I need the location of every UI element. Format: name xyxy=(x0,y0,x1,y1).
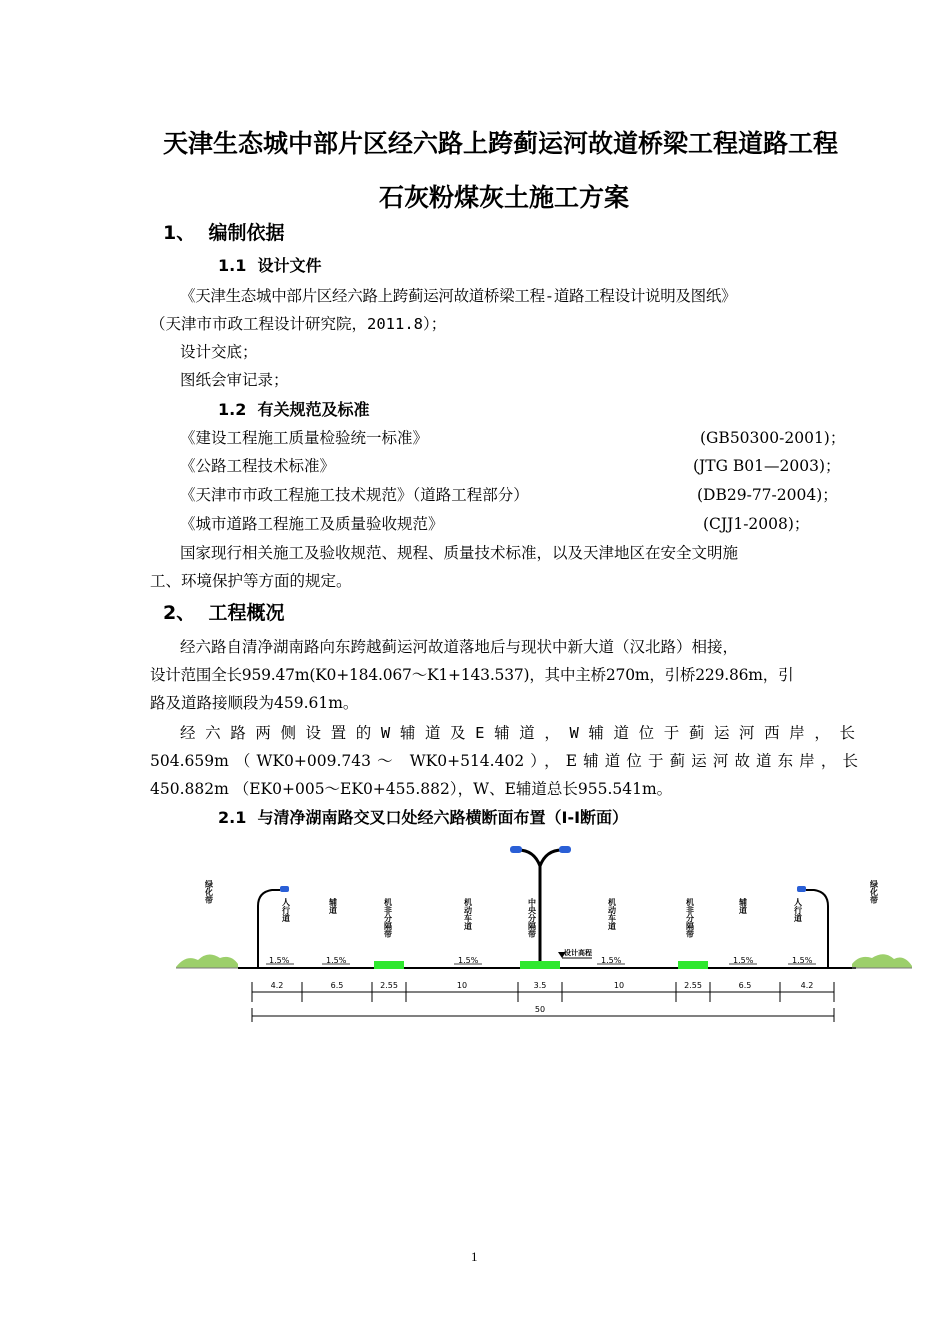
standard-name: 《天津市市政工程施工技术规范》（道路工程部分） xyxy=(180,486,529,504)
design-doc-line1: 《天津生态城中部片区经六路上跨蓟运河故道桥梁工程-道路工程设计说明及图纸》 xyxy=(180,287,737,305)
standard-code: (CJJ1-2008)； xyxy=(703,515,810,533)
zone-label: 辅道 xyxy=(328,898,338,914)
zone-label: 机动车道 xyxy=(607,898,617,930)
width-label: 2.55 xyxy=(684,981,702,990)
zone-label: 绿化带 xyxy=(204,880,214,904)
width-label: 2.55 xyxy=(380,981,398,990)
central-lamp-head-right xyxy=(559,846,571,853)
section-1-1-heading: 1.1 设计文件 xyxy=(218,256,322,275)
left-embankment xyxy=(176,954,238,968)
slope-label: 1.5% xyxy=(269,956,290,965)
width-label: 3.5 xyxy=(533,981,547,990)
section-2-1-heading: 2.1 与清净湖南路交叉口处经六路横断面布置（Ⅰ-Ⅰ断面） xyxy=(218,808,629,827)
left-lamp-head xyxy=(280,886,289,892)
section-1-2-heading: 1.2 有关规范及标准 xyxy=(218,400,370,419)
width-label: 10 xyxy=(613,981,625,990)
width-label: 4.2 xyxy=(270,981,284,990)
zone-label: 机动车道 xyxy=(463,898,473,930)
page-number: 1 xyxy=(471,1249,478,1264)
width-label: 6.5 xyxy=(330,981,344,990)
overview-para2-line3: 450.882m （EK0+005～EK0+455.882），W、E辅道总长955.541m。 xyxy=(150,780,673,798)
document-title-line2: 石灰粉煤灰土施工方案 xyxy=(379,183,630,212)
slope-label: 1.5% xyxy=(458,956,479,965)
standard-code: (GB50300-2001)； xyxy=(700,429,846,447)
slope-label: 1.5% xyxy=(733,956,754,965)
design-elevation-label: 设计高程 xyxy=(564,949,592,957)
cross-section-diagram xyxy=(176,842,916,1027)
right-embankment xyxy=(852,954,912,968)
zone-label: 人行道 xyxy=(793,898,803,922)
width-label: 6.5 xyxy=(738,981,752,990)
zone-label: 绿化带 xyxy=(869,880,879,904)
slope-label: 1.5% xyxy=(792,956,813,965)
central-lamp-head-left xyxy=(510,846,522,853)
slope-label: 1.5% xyxy=(601,956,622,965)
overview-para2-line1: 经六路两侧设置的W辅道及E辅道，W辅道位于蓟运河西岸，长 xyxy=(180,724,858,742)
section-1-heading: 1、 编制依据 xyxy=(163,222,285,244)
overview-para1-line3: 路及道路接顺段为459.61m。 xyxy=(150,694,359,712)
design-doc-line3: 设计交底； xyxy=(180,343,258,361)
section-2-heading: 2、 工程概况 xyxy=(163,602,285,624)
standard-name: 《公路工程技术标准》 xyxy=(180,457,336,475)
regulations-line-b: 工、环境保护等方面的规定。 xyxy=(150,572,352,590)
zone-label: 机非分隔带 xyxy=(383,898,393,938)
zone-label: 人行道 xyxy=(281,898,291,922)
zone-label: 机非分隔带 xyxy=(685,898,695,938)
overview-para1-line1: 经六路自清净湖南路向东跨越蓟运河故道落地后与现状中新大道（汉北路）相接， xyxy=(180,638,739,656)
document-title-line1: 天津生态城中部片区经六路上跨蓟运河故道桥梁工程道路工程 xyxy=(163,129,839,158)
standard-name: 《城市道路工程施工及质量验收规范》 xyxy=(180,515,444,533)
regulations-line-a: 国家现行相关施工及验收规范、规程、质量技术标准，以及天津地区在安全文明施 xyxy=(180,544,739,562)
overview-para1-line2: 设计范围全长959.47m(K0+184.067～K1+143.537)，其中主桥270m，引桥229.86m，引 xyxy=(150,666,794,684)
overview-para2-line2: 504.659m（WK0+009.743～ WK0+514.402），E辅道位于蓟运河故道东岸，长 xyxy=(150,752,858,770)
zone-label: 辅道 xyxy=(738,898,748,914)
right-separator xyxy=(678,961,708,969)
design-doc-line2: （天津市市政工程设计研究院，2011.8）； xyxy=(150,315,447,333)
design-doc-line4: 图纸会审记录； xyxy=(180,371,289,389)
standard-name: 《建设工程施工质量检验统一标准》 xyxy=(180,429,429,447)
width-label: 10 xyxy=(456,981,468,990)
standard-code: (JTG B01—2003)； xyxy=(693,457,841,475)
slope-label: 1.5% xyxy=(326,956,347,965)
right-lamp-head xyxy=(797,886,806,892)
central-median xyxy=(520,961,560,969)
standard-code: (DB29-77-2004)； xyxy=(697,486,838,504)
zone-label: 中央分隔带 xyxy=(527,898,537,938)
width-label: 4.2 xyxy=(800,981,814,990)
left-separator xyxy=(374,961,404,969)
total-width-label: 50 xyxy=(534,1005,546,1014)
